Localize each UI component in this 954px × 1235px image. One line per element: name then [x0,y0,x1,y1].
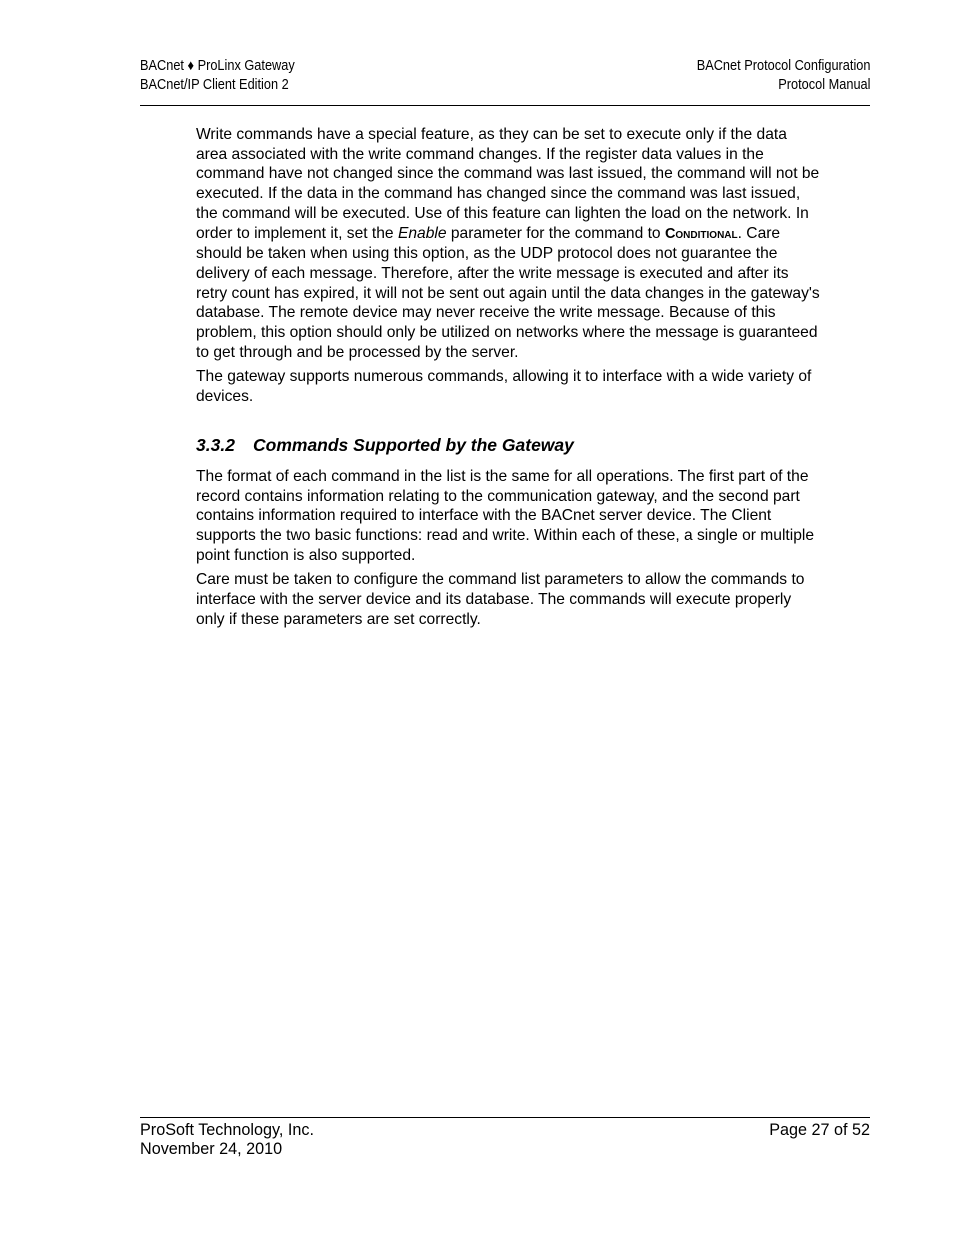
document-body [196,125,821,629]
paragraph-command-format: The format of each command in the list is the same for all operations. The first part of the record contains information relating to the communication gateway, and the second part contains information required to interface with the BACnet server device. The Client supports the two basic functions: read and write. Within each of these, a single or multiple point function is also supported. [196,467,815,564]
footer-page-number: Page 27 of 52 [769,1121,870,1139]
header-left [140,57,295,95]
paragraph-supported-commands: The gateway supports numerous commands, allowing it to interface with a wide variety of devices. [196,368,812,406]
footer-left [140,1121,314,1159]
enable-parameter-term: Enable [397,224,447,242]
header-manual-type: Protocol Manual [777,77,870,93]
footer-date: November 24, 2010 [140,1140,283,1158]
paragraph-text: . Care should be taken when using this option, as the UDP protocol does not guarantee the delivery of each message. Therefore, after the write message is executed and after its retry count has expired, it will not be sent out again until the data changes in the gateway's database. The remote device may never receive the write message. Because of this problem, this option should only be utilized on networks where the message is guaranteed to get through and be processed by the server. [196,224,820,361]
section-number: 3.3.2 [196,434,235,455]
paragraph-write-commands [196,125,821,362]
paragraph-text: parameter for the command to [446,224,665,242]
header-chapter-title: BACnet Protocol Configuration [696,58,870,74]
footer-right [769,1121,870,1140]
conditional-value-term: Conditional [664,225,738,242]
paragraph-command-parameters: Care must be taken to configure the command list parameters to allow the commands to interface with the server device and its database. The commands will execute properly only if these parameters are set correctly. [196,571,805,628]
header-product-name: BACnet ♦ ProLinx Gateway [140,58,295,74]
header-right [696,57,870,95]
page-footer [140,1117,870,1158]
section-heading [196,434,821,456]
page-header [140,57,870,106]
section-title: Commands Supported by the Gateway [253,434,574,455]
paragraph-text: Write commands have a special feature, as they can be set to execute only if the data area associated with the write command changes. If the register data values in the command have not changed since the command was last issued, the command will not be executed. If the data in the command has changed since the command was last issued, the command will be executed. Use of this feature can lighten the load on the network. In order to implement it, set the [196,126,820,242]
footer-company: ProSoft Technology, Inc. [140,1121,314,1139]
header-edition: BACnet/IP Client Edition 2 [140,77,289,93]
